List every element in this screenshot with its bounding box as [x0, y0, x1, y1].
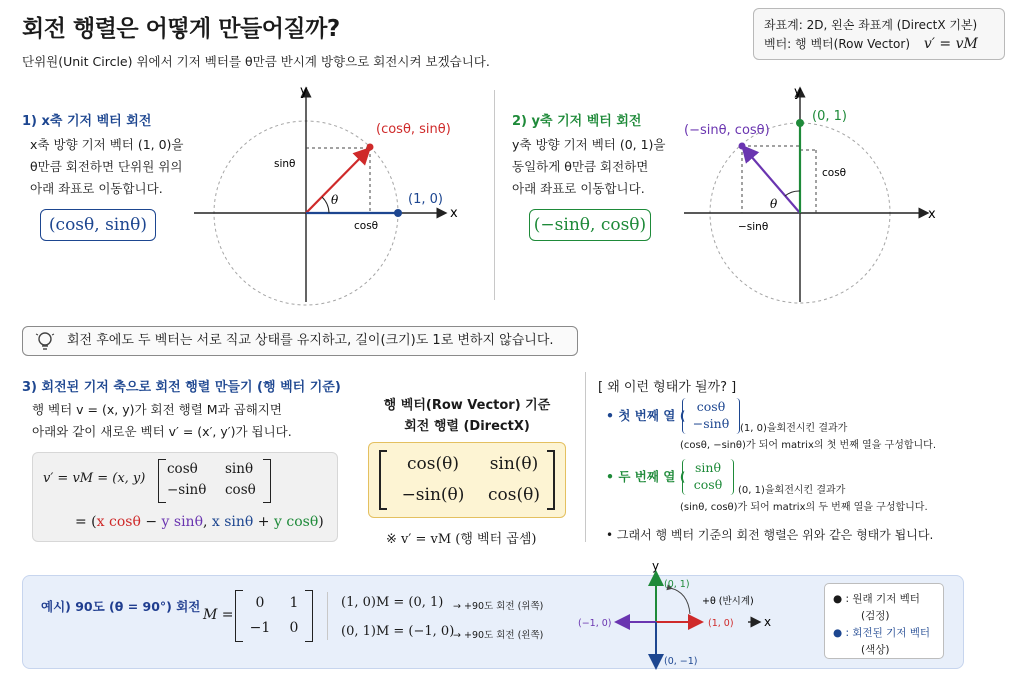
why-item1-label — [606, 406, 685, 424]
example-m21: −1 — [249, 620, 271, 636]
multiplication-lhs: v′ = vM = (x, y) — [43, 471, 146, 486]
vector-convention-info — [764, 35, 994, 54]
row-vector-note: ※ v′ = vM (행 벡터 곱셈) — [386, 532, 537, 547]
section1-text — [30, 134, 184, 200]
why-title: [ 왜 이런 형태가 될까? ] — [598, 380, 737, 395]
why-conclusion-text: 그래서 행 벡터 기준의 회전 행렬은 위와 같은 형태가 됩니다. — [616, 528, 934, 542]
multiplication-box — [32, 452, 338, 542]
section2-title: 2) y축 기저 벡터 회전 — [512, 114, 642, 129]
why-conclusion — [606, 526, 933, 543]
original-point-label: (0, 1) — [812, 109, 847, 124]
center-title-line1: 행 벡터(Row Vector) 기준 — [383, 398, 551, 413]
example-eq1-note: → +90도 회전 (위쪽) — [453, 601, 544, 612]
legend-rotated: ● : 회전된 기저 벡터 — [833, 627, 931, 639]
legend-original: ● : 원래 기저 벡터 — [833, 593, 920, 605]
coordinate-info-box — [753, 8, 1005, 60]
directx-rotation-matrix — [368, 442, 566, 518]
rotated-point — [739, 143, 746, 150]
example-eq2-note: → +90도 회전 (왼쪽) — [453, 630, 544, 641]
vector-convention-formula: v′ = vM — [923, 36, 978, 52]
why-item1-top: cosθ — [696, 399, 726, 414]
example-rotation-diagram — [566, 558, 816, 676]
theta-arc — [322, 197, 329, 213]
why-item2-top: sinθ — [695, 460, 721, 475]
section3-text-line: 행 벡터 v = (x, y)가 회전 행렬 M과 곱해지면 — [32, 402, 282, 417]
example-rotation-label: +θ (반시계) — [702, 596, 754, 607]
section2-text-line: 아래 좌표로 이동합니다. — [512, 181, 645, 196]
sin-label: sinθ — [274, 158, 296, 170]
example-panel — [22, 575, 964, 669]
rotation-arc — [670, 588, 690, 614]
matrix-m22: cosθ — [225, 482, 256, 498]
section3-text-line: 아래와 같이 새로운 벡터 v′ = (x′, y′)가 됩니다. — [32, 424, 292, 439]
matrix-left-bracket — [158, 459, 166, 503]
original-point — [394, 209, 402, 217]
example-y-axis-label: y — [652, 559, 660, 573]
example-m12: 1 — [289, 595, 299, 611]
why-item2-title: 두 번째 열 ( — [618, 469, 686, 484]
rotated-point — [367, 144, 374, 151]
why-item2-bot: cosθ — [693, 477, 723, 492]
y-axis-label: y — [794, 85, 802, 100]
example-matrix-entries — [243, 591, 311, 641]
matrix-b: sin(θ) — [489, 454, 539, 474]
matrix-right-bracket — [263, 459, 271, 503]
center-title-line2: 회전 행렬 (DirectX) — [404, 419, 530, 434]
cos-label: cosθ — [354, 220, 379, 232]
result-separator: , — [203, 514, 212, 530]
example-title: 예시) 90도 (θ = 90°) 회전 — [41, 599, 201, 614]
example-eq1: (1, 0)M = (0, 1) — [341, 595, 444, 610]
center-matrix-title — [372, 395, 562, 437]
x-axis-label: x — [928, 207, 936, 222]
theta-label: θ — [770, 197, 778, 211]
why-item1-title: 첫 번째 열 ( — [618, 408, 686, 423]
result-term-x-cos: x cosθ — [96, 514, 141, 530]
lightbulb-icon — [35, 331, 55, 353]
section1-result: (cosθ, sinθ) — [40, 209, 156, 241]
why-item2-tail: (0, 1)을회전시킨 결과가 — [738, 485, 846, 496]
example-top-label: (0, 1) — [664, 579, 690, 590]
rotation-matrix-entries — [167, 459, 256, 501]
matrix-c: −sin(θ) — [401, 485, 465, 505]
section2-text — [512, 134, 666, 200]
example-matrix-right-bracket — [305, 590, 313, 642]
sin-label: −sinθ — [738, 221, 769, 233]
section1-text-line: 아래 좌표로 이동합니다. — [30, 181, 163, 196]
example-eq2: (0, 1)M = (−1, 0) — [341, 624, 455, 639]
result-plus: + — [253, 514, 274, 530]
example-divider — [327, 592, 328, 640]
matrix-m21: −sinθ — [167, 482, 207, 498]
section1-text-line: θ만큼 회전하면 단위원 위의 — [30, 159, 183, 174]
tip-text: 회전 후에도 두 벡터는 서로 직교 상태를 유지하고, 길이(크기)도 1로 변하지 않습니다. — [67, 333, 554, 348]
example-m22: 0 — [289, 620, 299, 636]
rotated-point-label: (cosθ, sinθ) — [376, 122, 451, 137]
why-item2-desc: (sinθ, cosθ)가 되어 matrix의 두 번째 열을 구성합니다. — [680, 502, 928, 513]
legend-original-sub: (검정) — [861, 610, 890, 622]
matrix-m11: cosθ — [167, 461, 198, 477]
matrix-a: cos(θ) — [407, 454, 459, 474]
matrix-m12: sinθ — [225, 461, 254, 477]
original-point-label: (1, 0) — [408, 192, 443, 207]
example-matrix-label: M = — [203, 607, 234, 623]
y-basis-rotation-diagram — [670, 80, 950, 310]
x-axis-label: x — [450, 206, 458, 221]
section3-title: 3) 회전된 기저 축으로 회전 행렬 만들기 (행 벡터 기준) — [22, 380, 341, 395]
example-left-label: (−1, 0) — [578, 618, 612, 629]
rotated-point-label: (−sinθ, cosθ) — [684, 123, 770, 138]
section3-text — [32, 399, 292, 443]
result-term-x-sin: x sinθ — [211, 514, 254, 530]
example-right-label: (1, 0) — [708, 618, 734, 629]
coordinate-system-info: 좌표계: 2D, 왼손 좌표계 (DirectX 기본) — [764, 18, 978, 32]
example-bottom-label: (0, −1) — [664, 656, 698, 667]
page-title: 회전 행렬은 어떻게 만들어질까? — [22, 16, 340, 42]
result-open: = ( — [75, 514, 97, 530]
bullet-icon: • — [606, 408, 619, 423]
result-term-y-sin: y sinθ — [161, 514, 203, 530]
theta-arc — [785, 191, 800, 196]
why-item1-bot: −sinθ — [692, 416, 730, 431]
result-close: ) — [318, 514, 324, 530]
orthogonality-tip — [22, 326, 578, 356]
example-x-axis-label: x — [764, 615, 772, 629]
matrix-entries — [385, 449, 551, 511]
y-axis-label: y — [300, 84, 308, 99]
x-basis-rotation-diagram — [180, 80, 480, 310]
cos-label: cosθ — [822, 167, 847, 179]
original-point — [796, 119, 804, 127]
bullet-icon: • — [606, 469, 619, 484]
section2-result: (−sinθ, cosθ) — [529, 209, 651, 241]
section1-text-line: x축 방향 기저 벡터 (1, 0)을 — [30, 137, 184, 152]
legend-rotated-sub: (색상) — [861, 644, 890, 656]
bullet-icon: • — [606, 528, 617, 542]
example-matrix-left-bracket — [235, 590, 243, 642]
section2-text-line: y축 방향 기저 벡터 (0, 1)을 — [512, 137, 666, 152]
example-m11: 0 — [255, 595, 265, 611]
page-subtitle: 단위원(Unit Circle) 위에서 기저 벡터를 θ만큼 반시계 방향으로 회전시켜 보겠습니다. — [22, 54, 490, 69]
why-item2-vector — [682, 459, 734, 495]
section2-text-line: 동일하게 θ만큼 회전하면 — [512, 159, 649, 174]
multiplication-result — [75, 514, 324, 530]
why-item1-vector — [682, 398, 740, 434]
section-divider — [585, 372, 586, 542]
why-item1-tail: (1, 0)을회전시킨 결과가 — [740, 423, 848, 434]
example-legend — [824, 583, 944, 659]
matrix-d: cos(θ) — [488, 485, 540, 505]
theta-label: θ — [331, 193, 339, 207]
result-minus: − — [140, 514, 162, 530]
why-item1-desc: (cosθ, −sinθ)가 되어 matrix의 첫 번째 열을 구성합니다. — [680, 440, 937, 451]
matrix-right-bracket — [547, 450, 555, 510]
result-term-y-cos: y cosθ — [274, 514, 319, 530]
vector-convention-label: 벡터: 행 벡터(Row Vector) — [764, 37, 911, 51]
section-divider — [494, 90, 495, 300]
section1-title: 1) x축 기저 벡터 회전 — [22, 114, 152, 129]
why-item2-label — [606, 467, 685, 485]
